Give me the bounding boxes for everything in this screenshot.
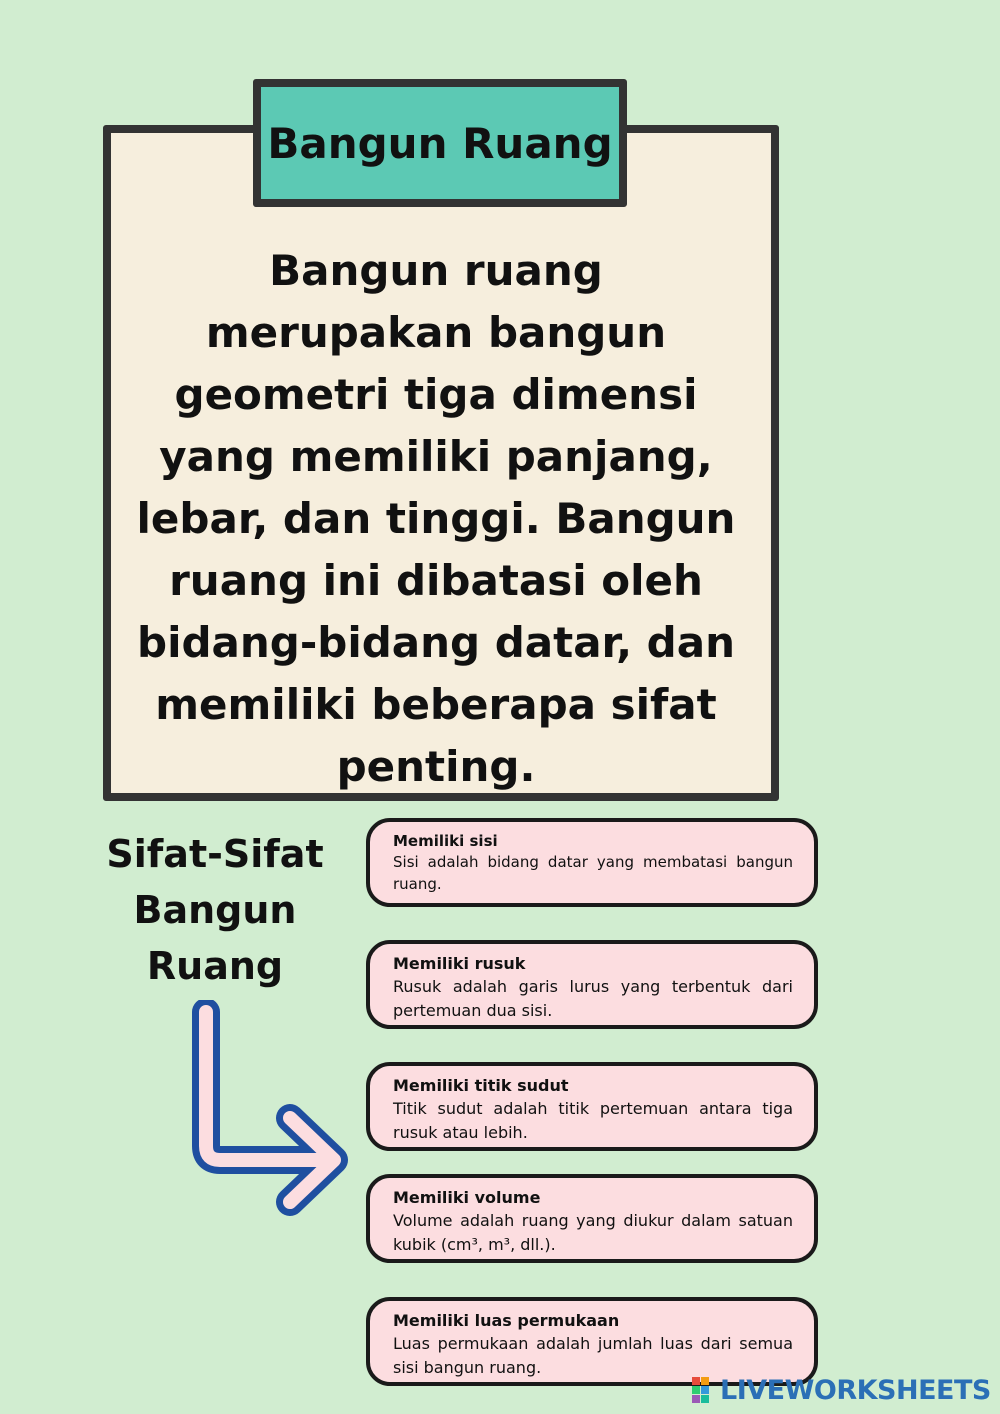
liveworksheets-logo-icon [692, 1377, 718, 1403]
property-title: Memiliki sisi [393, 832, 498, 850]
arrow-right-icon [180, 1000, 360, 1220]
property-title: Memiliki volume [393, 1188, 541, 1207]
section-title: Sifat-Sifat Bangun Ruang [106, 832, 324, 988]
property-card-titik-sudut [366, 1062, 818, 1151]
property-title: Memiliki titik sudut [393, 1076, 569, 1095]
property-card-rusuk [366, 940, 818, 1029]
brand-name: LIVEWORKSHEETS [720, 1374, 991, 1406]
property-card-luas-permukaan [366, 1297, 818, 1386]
brand-logo [692, 1374, 991, 1406]
property-card-volume [366, 1174, 818, 1263]
page-title: Bangun Ruang [253, 79, 627, 207]
property-desc: Volume adalah ruang yang diukur dalam satuan kubik (cm³, m³, dll.). [393, 1211, 793, 1254]
property-desc: Luas permukaan adalah jumlah luas dari semua sisi bangun ruang. [393, 1334, 793, 1377]
intro-text: Bangun ruang merupakan bangun geometri tiga dimensi yang memiliki panjang, lebar, dan tinggi. Bangun ruang ini dibatasi oleh bidang-bidang datar, dan memiliki beberapa sifat penting. [136, 246, 736, 791]
property-desc: Sisi adalah bidang datar yang membatasi bangun ruang. [393, 853, 793, 893]
property-title: Memiliki luas permukaan [393, 1311, 620, 1330]
property-desc: Rusuk adalah garis lurus yang terbentuk dari pertemuan dua sisi. [393, 977, 793, 1020]
property-card-sisi [366, 818, 818, 907]
property-title: Memiliki rusuk [393, 954, 526, 973]
property-desc: Titik sudut adalah titik pertemuan antara tiga rusuk atau lebih. [393, 1099, 793, 1142]
